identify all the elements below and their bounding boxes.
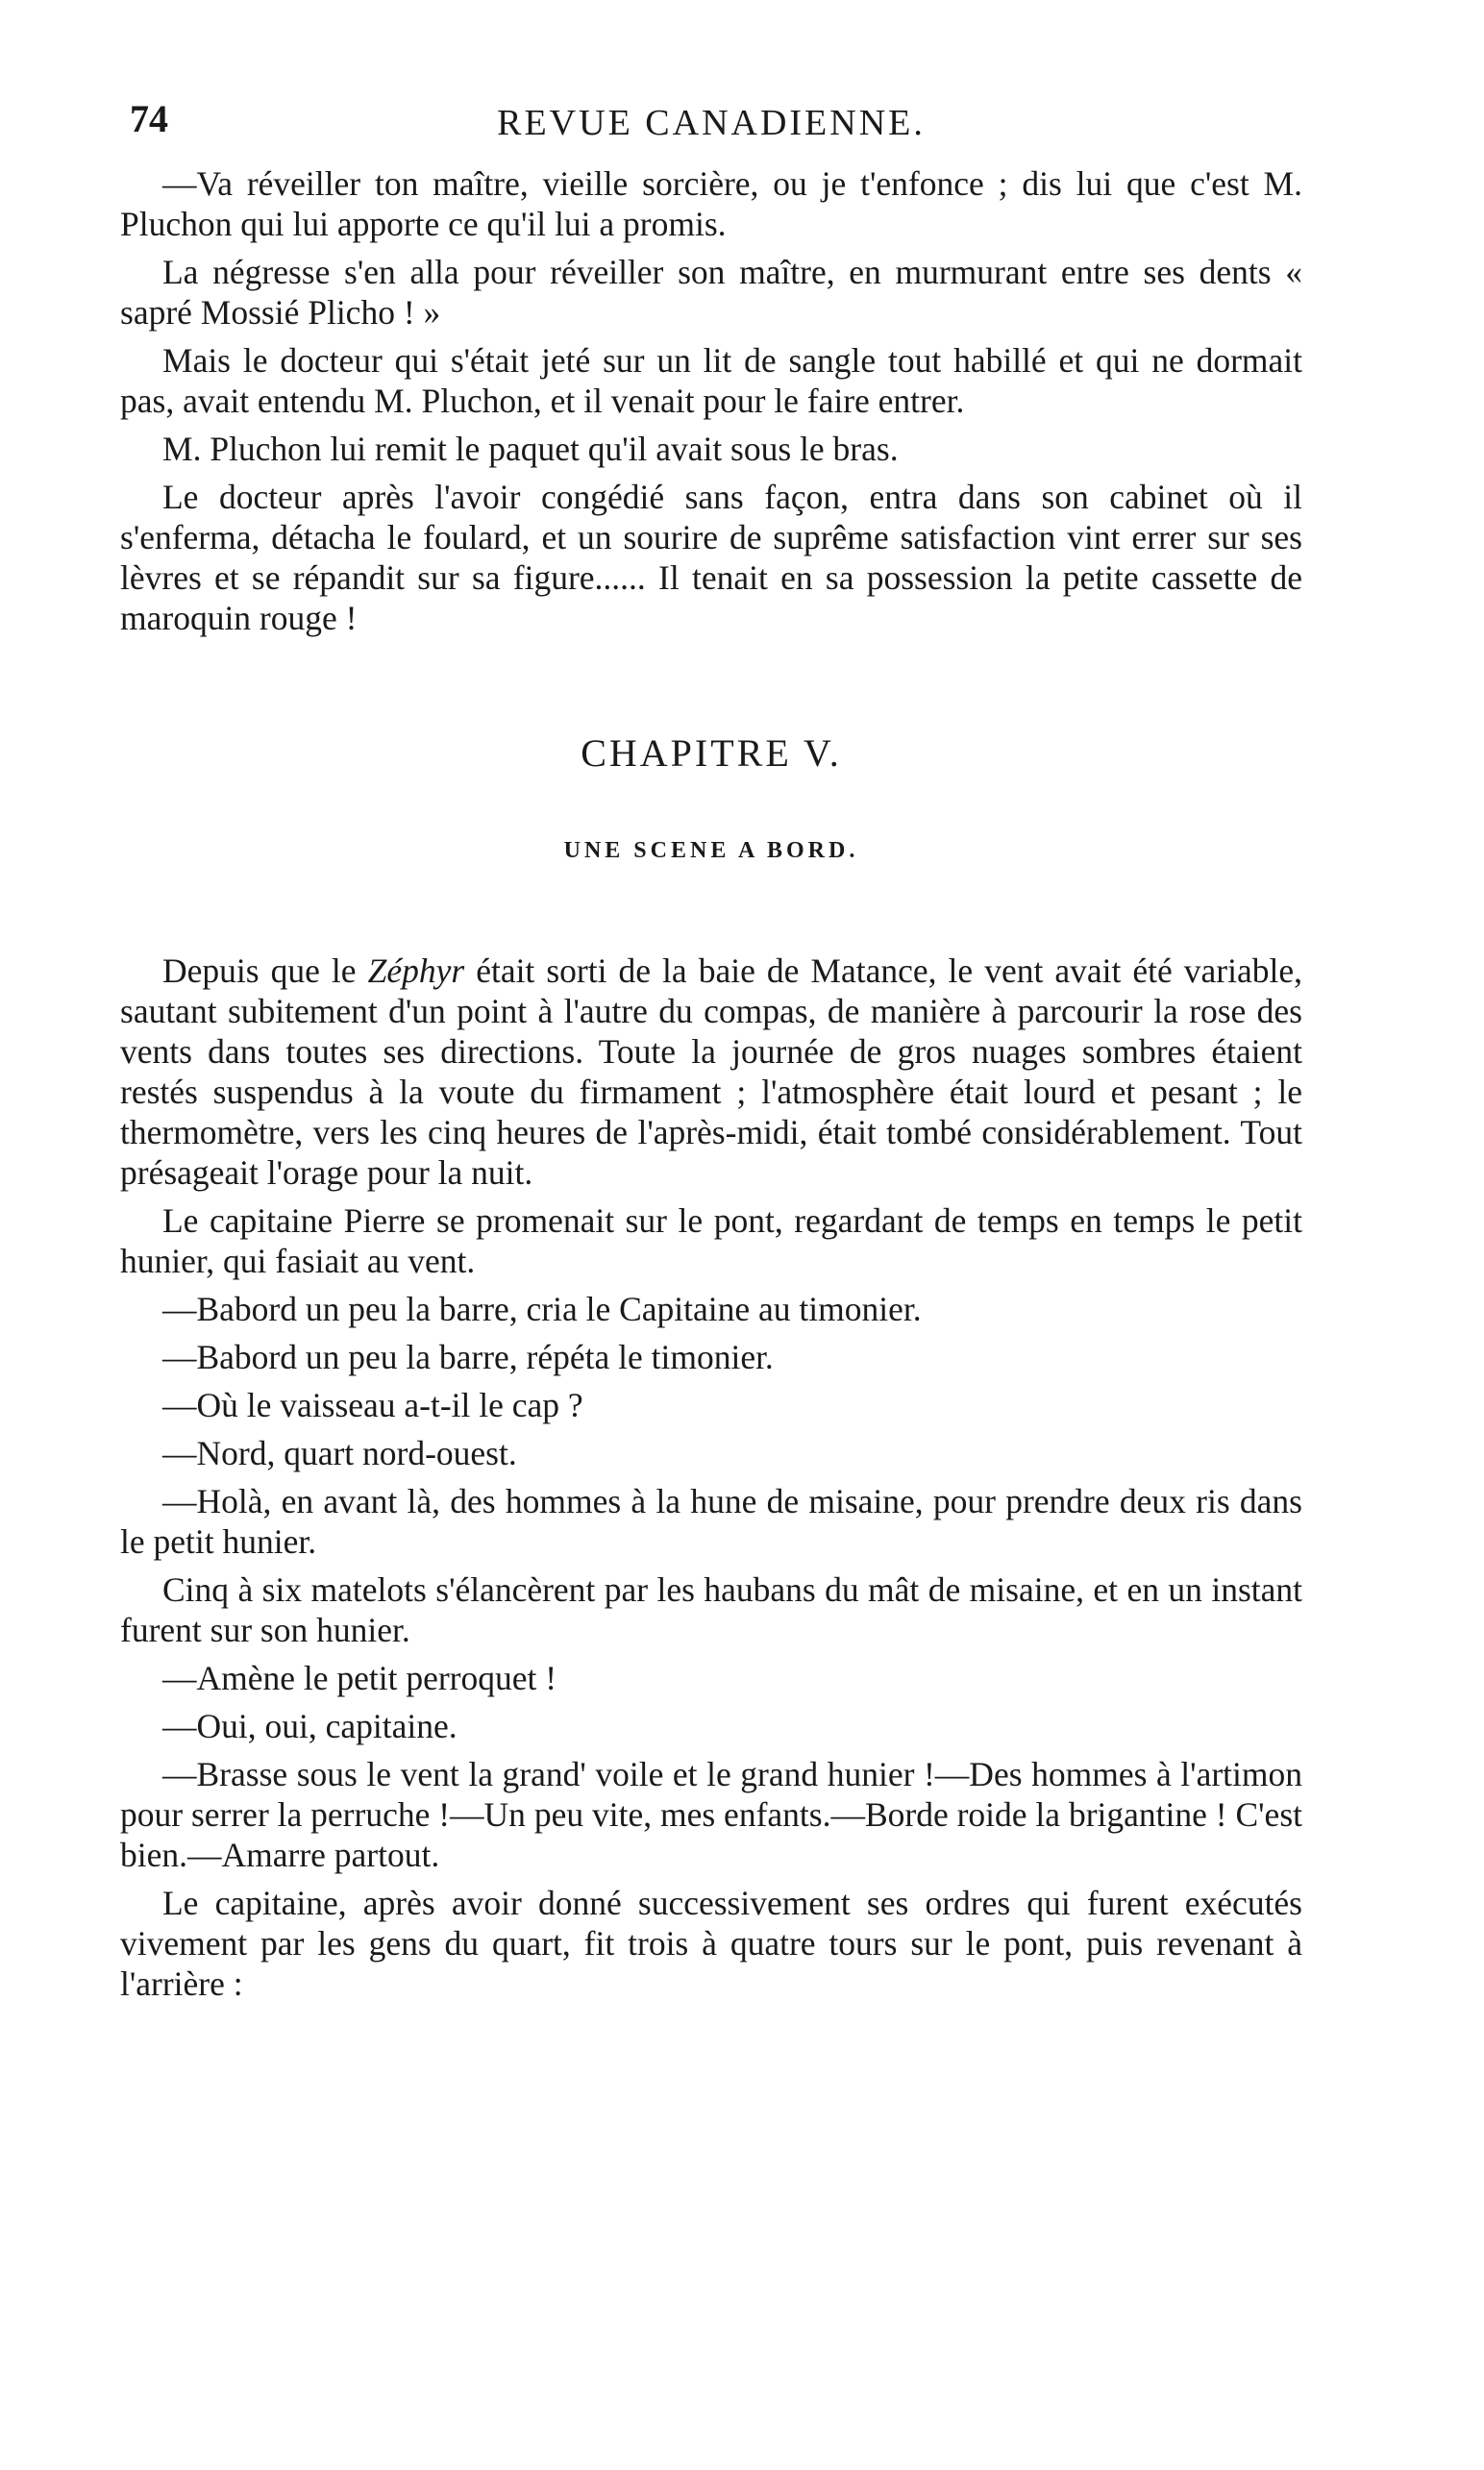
paragraph-opening — [120, 951, 1302, 1193]
dialogue-line: —Holà, en avant là, des hommes à la hune de misaine, pour prendre deux ris dans le petit hunier. — [120, 1482, 1302, 1561]
paragraph: —Va réveiller ton maître, vieille sorcière, ou je t'enfonce ; dis lui que c'est M. Pluchon qui lui apporte ce qu'il lui a promis. — [120, 164, 1302, 243]
dialogue-line: —Brasse sous le vent la grand' voile et le grand hunier !—Des hommes à l'artimon pour serrer la perruche !—Un peu vite, mes enfants.—Borde roide la brigantine ! C'est bien.—Amarre partout. — [120, 1755, 1302, 1874]
paragraph: Mais le docteur qui s'était jeté sur un lit de sangle tout habillé et qui ne dormait pas, avait entendu M. Pluchon, et il venait pour le faire entrer. — [120, 341, 1302, 420]
dialogue-line: —Oui, oui, capitaine. — [162, 1707, 458, 1745]
paragraph: La négresse s'en alla pour réveiller son maître, en murmurant entre ses dents « sapré Mossié Plicho ! » — [120, 253, 1302, 332]
running-head — [120, 96, 1302, 163]
paragraph: M. Pluchon lui remit le paquet qu'il avait sous le bras. — [162, 430, 899, 468]
text-run: était sorti de la baie de Matance, le vent avait été variable, sautant subitement d'un point à l'autre du compas, de manière à parcourir la rose des vents dans toutes ses directions. Toute la journée de gros nuages sombres étaient restés suspendus à la voute du firmament ; l'atmosphère était lourd et pesant ; le thermomètre, vers les cinq heures de l'après-midi, était tombé considérablement. Tout présageait l'orage pour la nuit. — [120, 951, 1302, 1192]
dialogue-line: —Amène le petit perroquet ! — [162, 1659, 557, 1697]
dialogue-line: —Où le vaisseau a-t-il le cap ? — [162, 1386, 583, 1424]
book-page — [120, 96, 1302, 2012]
dialogue-line: —Babord un peu la barre, répéta le timonier. — [162, 1338, 774, 1376]
page-number: 74 — [130, 97, 168, 140]
dialogue-line: —Babord un peu la barre, cria le Capitaine au timonier. — [162, 1290, 922, 1328]
paragraph: Le docteur après l'avoir congédié sans façon, entra dans son cabinet où il s'enferma, détacha le foulard, et un sourire de suprême satisfaction vint errer sur ses lèvres et se répandit sur sa figure...... Il tenait en sa possession la petite cassette de maroquin rouge ! — [120, 478, 1302, 637]
text-run: Depuis que le — [162, 951, 368, 990]
chapter-subtitle: UNE SCENE A BORD. — [563, 838, 859, 863]
ship-name: Zéphyr — [367, 951, 465, 990]
paragraph: Le capitaine Pierre se promenait sur le pont, regardant de temps en temps le petit hunier, qui fasiait au vent. — [120, 1201, 1302, 1280]
chapter-title: CHAPITRE V. — [581, 731, 842, 775]
dialogue-line: —Nord, quart nord-ouest. — [162, 1434, 517, 1472]
paragraph: Cinq à six matelots s'élancèrent par les haubans du mât de misaine, et en un instant furent sur son hunier. — [120, 1570, 1302, 1649]
journal-title: REVUE CANADIENNE. — [497, 103, 926, 143]
paragraph: Le capitaine, après avoir donné successivement ses ordres qui furent exécutés vivement par les gens du quart, fit trois à quatre tours sur le pont, puis revenant à l'arrière : — [120, 1884, 1302, 2003]
